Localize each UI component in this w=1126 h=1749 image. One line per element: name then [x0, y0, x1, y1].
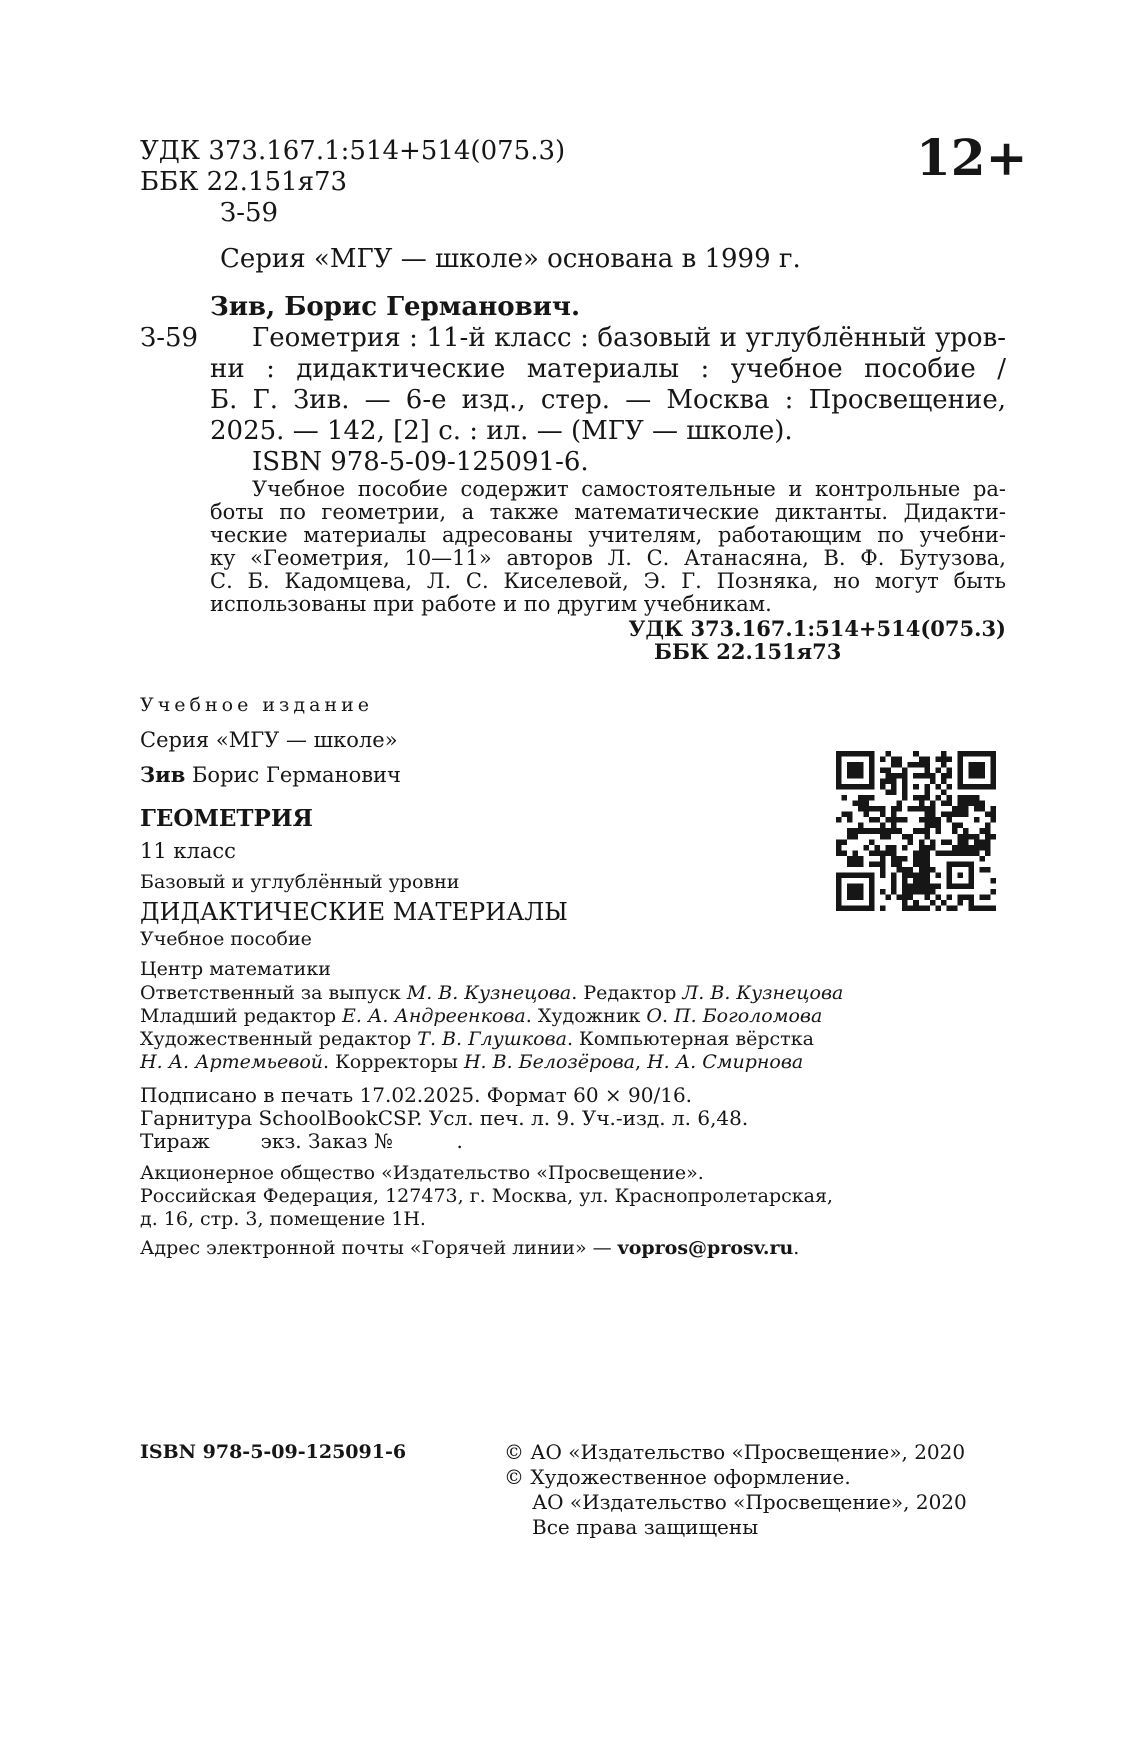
bbk-code: ББК 22.151я73	[140, 167, 348, 197]
book-title: ГЕОМЕТРИЯ	[140, 805, 313, 832]
staff-line-2: Младший редактор Е. А. Андреенкова. Художник О. П. Боголомова	[140, 1005, 823, 1027]
catalog-line-1: Геометрия : 11-й класс : базовый и углублённый уров-	[252, 323, 1006, 353]
edition-label: Учебное издание	[140, 694, 373, 716]
catalog-line-3: Б. Г. Зив. — 6-е изд., стер. — Москва : Просвещение,	[210, 385, 1006, 415]
book-type: Учебное пособие	[140, 928, 312, 950]
print-line-3: Тираж экз. Заказ № .	[140, 1129, 463, 1153]
hotline-email-link[interactable]: vopros@prosv.ru	[617, 1237, 794, 1259]
publisher-line-1: Акционерное общество «Издательство «Просвещение».	[140, 1162, 704, 1184]
catalog-line-2: ни : дидактические материалы : учебное пособие /	[210, 354, 1006, 384]
book-subtitle: ДИДАКТИЧЕСКИЕ МАТЕРИАЛЫ	[140, 898, 568, 926]
staff-line-3: Художественный редактор Т. В. Глушкова. Компьютерная вёрстка	[140, 1028, 814, 1050]
copyright-line-4: Все права защищены	[532, 1515, 759, 1539]
qr-code	[836, 751, 996, 911]
series-note: Серия «МГУ — школе» основана в 1999 г.	[220, 244, 801, 274]
catalog-isbn: ISBN 978-5-09-125091-6.	[252, 447, 589, 477]
annotation-line-1: Учебное пособие содержит самостоятельные и контрольные ра-	[252, 477, 1006, 501]
print-line-2: Гарнитура SchoolBookCSP. Усл. печ. л. 9. Уч.-изд. л. 6,48.	[140, 1106, 749, 1130]
catalog-line-4: 2025. — 142, [2] с. : ил. — (МГУ — школе).	[210, 416, 793, 446]
imprint-series: Серия «МГУ — школе»	[140, 728, 398, 752]
udk-code: УДК 373.167.1:514+514(075.3)	[140, 136, 566, 166]
author-surname: Зив	[140, 762, 186, 787]
annotation-line-5: С. Б. Кадомцева, Л. С. Киселевой, Э. Г. Позняка, но могут быть	[210, 569, 1006, 593]
annotation-line-3: ческие материалы адресованы учителям, работающим по учебни-	[210, 523, 1006, 547]
footer-isbn: ISBN 978-5-09-125091-6	[140, 1441, 407, 1463]
imprint-author	[140, 763, 401, 787]
annotation-line-6: использованы при работе и по другим учебникам.	[210, 592, 772, 616]
catalog-udk-right: УДК 373.167.1:514+514(075.3)	[628, 616, 1006, 641]
catalog-bbk-right: ББК 22.151я73	[654, 639, 842, 664]
copyright-line-3: АО «Издательство «Просвещение», 2020	[532, 1490, 967, 1514]
staff-line-1: Ответственный за выпуск М. В. Кузнецова. Редактор Л. В. Кузнецова	[140, 982, 844, 1004]
age-rating: 12+	[916, 128, 1028, 187]
book-levels: Базовый и углублённый уровни	[140, 871, 460, 893]
author-given-names: Борис Германович	[185, 763, 401, 787]
catalog-code: З-59	[140, 323, 199, 353]
book-grade: 11 класс	[140, 839, 236, 863]
staff-line-4: Н. А. Артемьевой. Корректоры Н. В. Белозёрова, Н. А. Смирнова	[140, 1051, 804, 1073]
print-line-1: Подписано в печать 17.02.2025. Формат 60 × 90/16.	[140, 1083, 693, 1107]
copyright-line-1: © АО «Издательство «Просвещение», 2020	[504, 1440, 966, 1464]
hotline: Адрес электронной почты «Горячей линии» — vopros@prosv.ru.	[140, 1237, 800, 1259]
annotation-line-2: боты по геометрии, а также математические диктанты. Дидакти-	[210, 500, 1006, 524]
copyright-line-2: © Художественное оформление.	[504, 1465, 851, 1489]
book-center: Центр математики	[140, 958, 331, 980]
catalog-author: Зив, Борис Германович.	[210, 292, 581, 322]
publisher-line-3: д. 16, стр. 3, помещение 1Н.	[140, 1208, 426, 1230]
publisher-line-2: Российская Федерация, 127473, г. Москва, ул. Краснопролетарская,	[140, 1185, 833, 1207]
annotation-line-4: ку «Геометрия, 10—11» авторов Л. С. Атанасяна, В. Ф. Бутузова,	[210, 546, 1006, 570]
author-mark: З-59	[220, 198, 279, 228]
